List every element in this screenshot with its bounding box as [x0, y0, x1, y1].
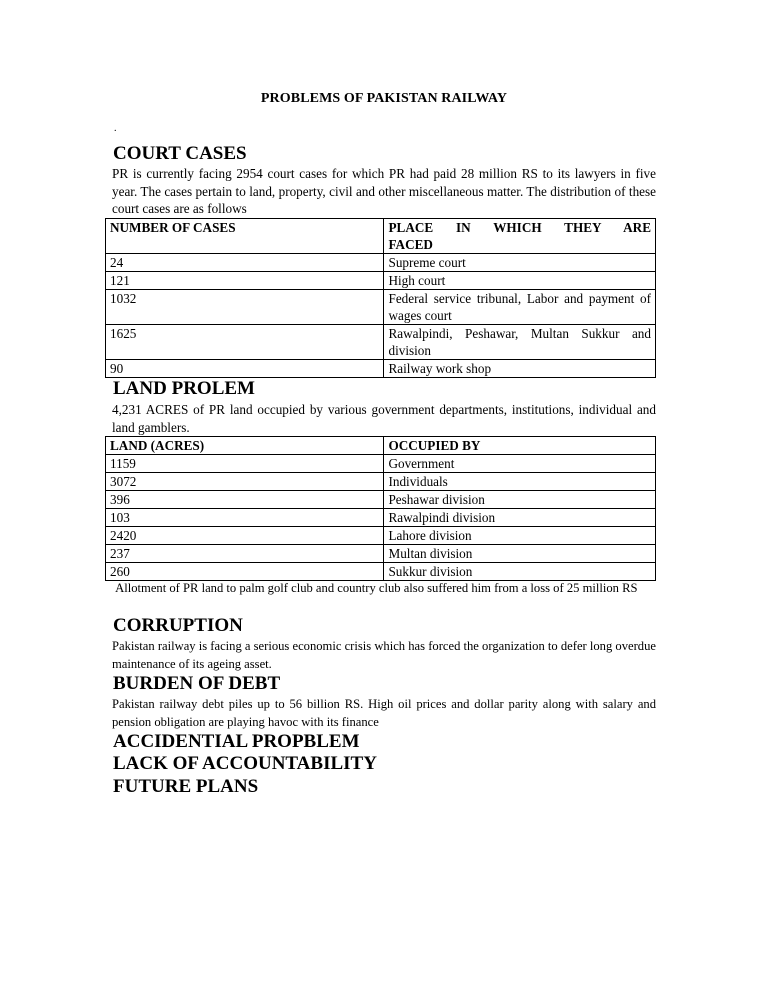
land-table — [105, 436, 656, 581]
table-row — [106, 545, 656, 563]
future-plans-heading: FUTURE PLANS — [113, 776, 259, 797]
court-cases-heading: COURT CASES — [113, 143, 247, 164]
land-acres: 103 — [106, 509, 384, 527]
land-occupier: Multan division — [384, 545, 656, 563]
table-row — [106, 455, 656, 473]
header-place-line2: FACED — [388, 237, 433, 252]
cases-place: Rawalpindi, Peshawar, Multan Sukkur and division — [384, 325, 656, 360]
table-row — [106, 272, 656, 290]
land-problem-heading: LAND PROLEM — [113, 378, 255, 399]
table-header-row — [106, 437, 656, 455]
table-row — [106, 491, 656, 509]
header-occupied-by: OCCUPIED BY — [384, 437, 656, 455]
table-row — [106, 290, 656, 325]
land-acres: 2420 — [106, 527, 384, 545]
table-row — [106, 527, 656, 545]
header-land-acres: LAND (ACRES) — [106, 437, 384, 455]
land-acres: 3072 — [106, 473, 384, 491]
cases-count: 24 — [106, 254, 384, 272]
stray-mark: . — [114, 123, 117, 134]
header-place-line1: PLACE IN WHICH THEY ARE — [388, 220, 651, 235]
table-header-row — [106, 219, 656, 254]
lack-of-accountability-heading: LACK OF ACCOUNTABILITY — [113, 753, 377, 774]
table-row — [106, 563, 656, 581]
land-occupier: Sukkur division — [384, 563, 656, 581]
land-occupier: Lahore division — [384, 527, 656, 545]
land-acres: 237 — [106, 545, 384, 563]
cases-count: 1625 — [106, 325, 384, 360]
court-cases-table — [105, 218, 656, 378]
cases-count: 1032 — [106, 290, 384, 325]
land-occupier: Peshawar division — [384, 491, 656, 509]
cases-place: Federal service tribunal, Labor and payment of wages court — [384, 290, 656, 325]
cases-place: High court — [384, 272, 656, 290]
accidential-problem-heading: ACCIDENTIAL PROPBLEM — [113, 731, 360, 752]
document-title: PROBLEMS OF PAKISTAN RAILWAY — [260, 91, 508, 106]
table-row — [106, 509, 656, 527]
land-problem-intro: 4,231 ACRES of PR land occupied by various government departments, institutions, individual and land gamblers. — [112, 402, 656, 435]
header-number-of-cases: NUMBER OF CASES — [106, 219, 384, 254]
corruption-heading: CORRUPTION — [113, 615, 243, 636]
land-occupier: Individuals — [384, 473, 656, 491]
burden-of-debt-heading: BURDEN OF DEBT — [113, 673, 281, 694]
burden-of-debt-text: Pakistan railway debt piles up to 56 billion RS. High oil prices and dollar parity along with salary and pension obligation are playing havoc with its finance — [112, 697, 656, 729]
land-acres: 396 — [106, 491, 384, 509]
header-place — [384, 219, 656, 254]
land-occupier: Government — [384, 455, 656, 473]
table-row — [106, 254, 656, 272]
table-row — [106, 325, 656, 360]
table-row — [106, 360, 656, 378]
cases-count: 121 — [106, 272, 384, 290]
cases-count: 90 — [106, 360, 384, 378]
corruption-text: Pakistan railway is facing a serious economic crisis which has forced the organization to defer long overdue maintenance of its ageing asset. — [112, 639, 656, 671]
cases-place: Supreme court — [384, 254, 656, 272]
table-row — [106, 473, 656, 491]
land-occupier: Rawalpindi division — [384, 509, 656, 527]
land-allotment-note: Allotment of PR land to palm golf club and country club also suffered him from a loss of 25 million RS — [112, 581, 638, 595]
land-acres: 260 — [106, 563, 384, 581]
cases-place: Railway work shop — [384, 360, 656, 378]
land-acres: 1159 — [106, 455, 384, 473]
court-cases-intro: PR is currently facing 2954 court cases for which PR had paid 28 million RS to its lawyers in five year. The cases pertain to land, property, civil and other miscellaneous matter. The distribution of these court cases are as follows — [112, 166, 656, 217]
